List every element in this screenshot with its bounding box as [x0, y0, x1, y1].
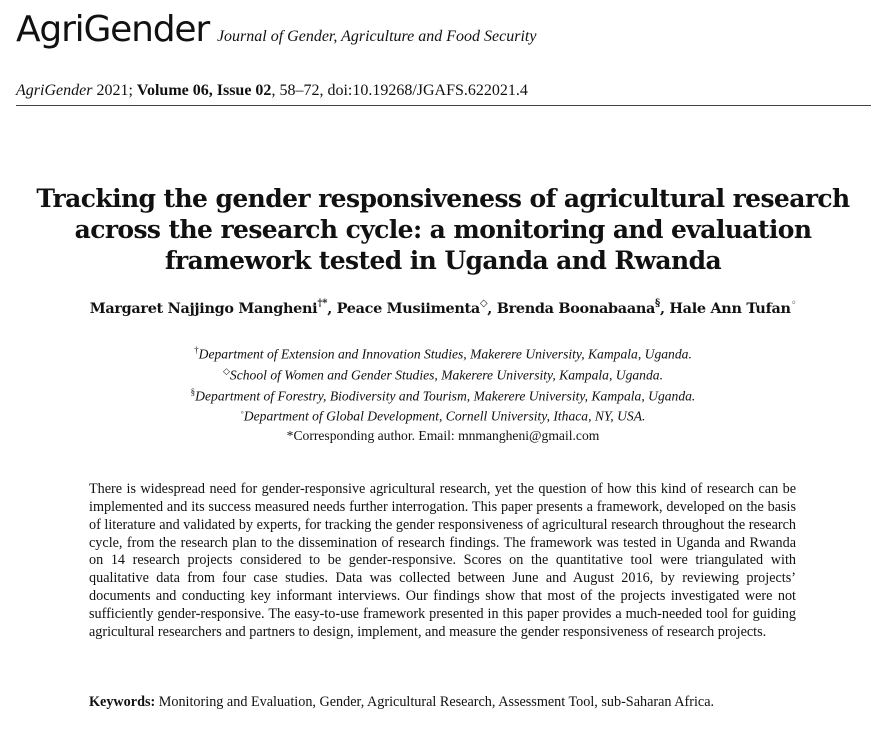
author-name: Hale Ann Tufan [669, 299, 791, 317]
affiliation-mark: § [190, 386, 196, 397]
header-rule [16, 105, 871, 106]
affiliation-text: Department of Forestry, Biodiversity and Tourism, Makerere University, Kampala, Uganda. [195, 388, 696, 404]
citation-line [16, 82, 876, 100]
affiliation-text: School of Women and Gender Studies, Makerere University, Kampala, Uganda. [229, 367, 663, 383]
keywords [89, 694, 796, 712]
affiliation [0, 342, 886, 363]
author-separator: , [327, 299, 337, 317]
keywords-text: Monitoring and Evaluation, Gender, Agricultural Research, Assessment Tool, sub-Saharan Africa. [158, 694, 715, 710]
affiliation-list [0, 342, 886, 425]
corresponding-author: *Corresponding author. Email: mnmangheni@gmail.com [286, 428, 600, 443]
author-mark: ◇ [479, 298, 488, 309]
citation-journal: AgriGender [16, 82, 93, 99]
affiliation [0, 363, 886, 384]
author-separator: , [659, 299, 670, 317]
affiliation [0, 404, 886, 425]
author-name: Brenda Boonabaana [496, 299, 656, 317]
affiliation-text: Department of Global Development, Cornell University, Ithaca, NY, USA. [243, 409, 646, 425]
journal-subtitle: Journal of Gender, Agriculture and Food Security [216, 28, 537, 45]
affiliation-mark: † [194, 345, 199, 355]
journal-masthead [16, 9, 537, 50]
citation-pages-doi: , 58–72, doi:10.19268/JGAFS.622021.4 [271, 82, 528, 99]
author-list [0, 299, 886, 317]
author-mark: § [655, 298, 660, 309]
affiliation [0, 384, 886, 405]
author-separator: , [487, 299, 497, 317]
author-name: Peace Musiimenta [336, 299, 480, 317]
affiliation-text: Department of Extension and Innovation Studies, Makerere University, Kampala, Uganda. [198, 346, 692, 362]
keywords-label: Keywords: [89, 694, 156, 710]
abstract: There is widespread need for gender-responsive agricultural research, yet the question of how this kind of research can be implemented and its success measured needs further interrogation. This paper presents a framework, developed on the basis of literature and validated by experts, for tracking the gender responsiveness of agricultural research throughout the research cycle, from the research plan to the dissemination of research findings. The framework was tested in Uganda and Rwanda on 14 research projects considered to be gender-responsive. Scores on the quantitative tool were triangulated with qualitative data from four case studies. Data was collected between June and August 2016, by reviewing projects’ documents and conducting key informant interviews. Our findings show that most of the projects investigated were not sufficiently gender-responsive. The easy-to-use framework presented in this paper provides a much-needed tool for guiding agricultural researchers and partners to design, implement, and measure the gender responsiveness of research projects. [89, 481, 796, 640]
author-mark: ◦ [790, 298, 797, 309]
author-name: Margaret Najjingo Mangheni [89, 299, 318, 317]
author-mark: †* [317, 298, 328, 309]
journal-name: AgriGender [16, 9, 209, 50]
affiliation-mark: ◇ [223, 365, 230, 376]
citation-volume-issue: Volume 06, Issue 02 [136, 82, 272, 99]
citation-year: 2021; [96, 82, 133, 99]
paper-title: Tracking the gender responsiveness of agricultural research across the research cycle: a monitoring and evaluation framework tested in Uganda and Rwanda [36, 184, 850, 275]
affiliation-mark: ◦ [240, 407, 244, 418]
